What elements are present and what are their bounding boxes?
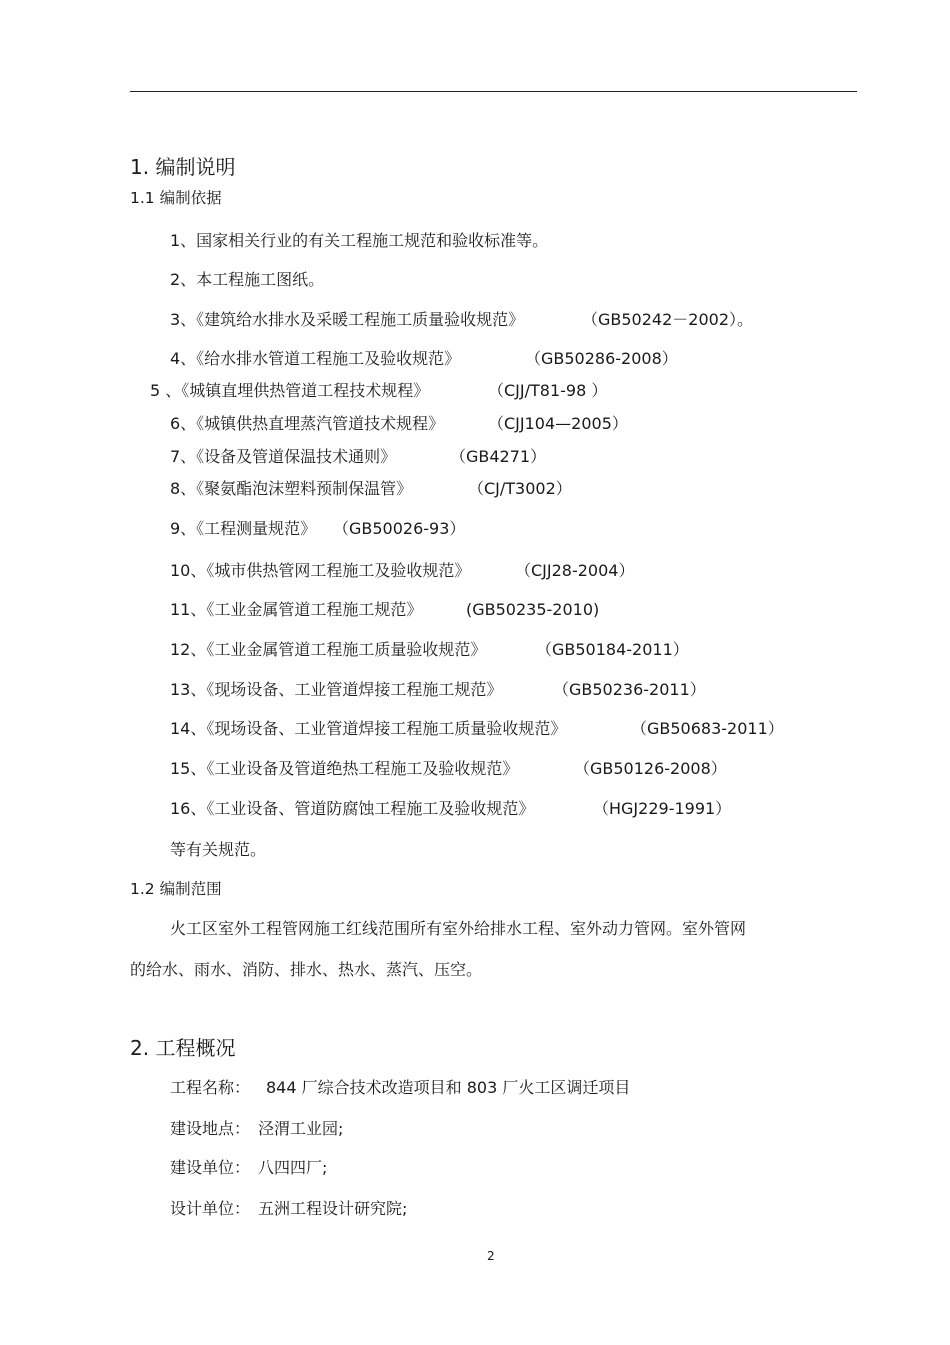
basis-item-8: 8、《聚氨酯泡沫塑料预制保温管》 xyxy=(170,479,413,498)
section-1-2-heading: 1.2 编制范围 xyxy=(130,880,222,898)
designer-label: 设计单位： xyxy=(170,1199,251,1218)
site-label: 建设地点： xyxy=(170,1119,251,1138)
basis-item-13-code: （GB50236-2011） xyxy=(553,680,706,699)
scope-paragraph-line-1: 火工区室外工程管网施工红线范围所有室外给排水工程、室外动力管网。室外管网 xyxy=(170,919,747,938)
basis-item-16-code: （HGJ229-1991） xyxy=(593,799,732,818)
basis-item-2: 2、本工程施工图纸。 xyxy=(170,270,325,289)
site-value: 泾渭工业园; xyxy=(258,1119,344,1138)
basis-item-9-code: （GB50026-93） xyxy=(333,519,466,538)
basis-item-10-code: （CJJ28-2004） xyxy=(515,561,635,580)
project-name-value: 844 厂综合技术改造项目和 803 厂火工区调迁项目 xyxy=(266,1078,631,1097)
scope-paragraph-line-2: 的给水、雨水、消防、排水、热水、蒸汽、压空。 xyxy=(130,960,483,979)
basis-item-15-code: （GB50126-2008） xyxy=(574,759,727,778)
header-rule xyxy=(130,91,857,92)
basis-item-10: 10、《城市供热管网工程施工及验收规范》 xyxy=(170,561,471,580)
basis-item-14: 14、《现场设备、工业管道焊接工程施工质量验收规范》 xyxy=(170,719,567,738)
basis-item-6: 6、《城镇供热直埋蒸汽管道技术规程》 xyxy=(170,414,445,433)
basis-item-4-code: （GB50286-2008） xyxy=(525,349,678,368)
basis-item-11-code: (GB50235-2010) xyxy=(466,600,600,619)
basis-item-8-code: （CJ/T3002） xyxy=(468,479,572,498)
basis-item-1: 1、国家相关行业的有关工程施工规范和验收标准等。 xyxy=(170,231,549,250)
owner-label: 建设单位： xyxy=(170,1158,251,1177)
basis-item-14-code: （GB50683-2011） xyxy=(631,719,784,738)
section-1-heading: 1. 编制说明 xyxy=(130,155,236,179)
project-name-label: 工程名称： xyxy=(170,1078,251,1097)
basis-item-7: 7、《设备及管道保温技术通则》 xyxy=(170,447,397,466)
basis-closing: 等有关规范。 xyxy=(170,840,267,859)
section-1-1-heading: 1.1 编制依据 xyxy=(130,189,222,207)
basis-item-5-code: （CJJ/T81-98 ） xyxy=(488,381,608,400)
basis-item-11: 11、《工业金属管道工程施工规范》 xyxy=(170,600,423,619)
basis-item-3-code: （GB50242－2002）。 xyxy=(582,310,753,329)
page-number: 2 xyxy=(487,1249,495,1263)
basis-item-15: 15、《工业设备及管道绝热工程施工及验收规范》 xyxy=(170,759,519,778)
basis-item-12-code: （GB50184-2011） xyxy=(536,640,689,659)
owner-value: 八四四厂; xyxy=(258,1158,328,1177)
basis-item-3: 3、《建筑给水排水及采暖工程施工质量验收规范》 xyxy=(170,310,525,329)
basis-item-12: 12、《工业金属管道工程施工质量验收规范》 xyxy=(170,640,487,659)
designer-value: 五洲工程设计研究院; xyxy=(258,1199,408,1218)
basis-item-7-code: （GB4271） xyxy=(450,447,547,466)
basis-item-4: 4、《给水排水管道工程施工及验收规范》 xyxy=(170,349,461,368)
basis-item-6-code: （CJJ104—2005） xyxy=(488,414,628,433)
section-2-heading: 2. 工程概况 xyxy=(130,1036,236,1060)
basis-item-9: 9、《工程测量规范》 xyxy=(170,519,317,538)
basis-item-5: 5 、《城镇直埋供热管道工程技术规程》 xyxy=(150,381,430,400)
basis-item-13: 13、《现场设备、工业管道焊接工程施工规范》 xyxy=(170,680,503,699)
basis-item-16: 16、《工业设备、管道防腐蚀工程施工及验收规范》 xyxy=(170,799,535,818)
